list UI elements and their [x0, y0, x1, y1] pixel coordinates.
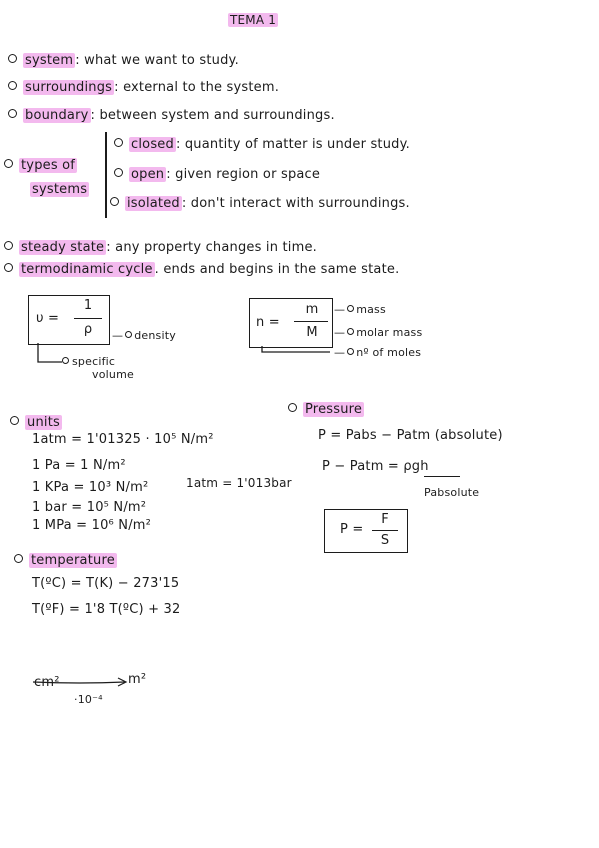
specific-text: specific: [72, 355, 116, 368]
units-heading-text: units: [27, 415, 60, 430]
volume-numerator: 1: [83, 298, 93, 313]
desc: : between system and surroundings.: [90, 108, 335, 123]
temperature-line2: T(ºF) = 1'8 T(ºC) + 32: [32, 602, 181, 617]
moles-label: — nº of moles: [334, 346, 422, 359]
types-label-line2: systems: [32, 182, 88, 197]
pressure-numerator: F: [381, 512, 389, 527]
title-text: TEMA 1: [230, 13, 277, 27]
unit-line: 1atm = 1'01325 · 10⁵ N/m²: [32, 432, 214, 447]
mass-text: mass: [356, 303, 386, 316]
desc: : what we want to study.: [75, 53, 239, 68]
desc: : given region or space: [166, 167, 321, 182]
moles-lhs: n =: [256, 315, 280, 330]
desc: : any property changes in time.: [106, 240, 318, 255]
term: termodinamic cycle: [21, 262, 153, 277]
temperature-heading: [14, 553, 117, 569]
term: open: [131, 167, 165, 182]
pressure-formula-lhs: P =: [340, 522, 364, 537]
mass-label: — mass: [334, 303, 386, 316]
bullet-icon: [288, 403, 297, 412]
term: steady state: [21, 240, 105, 255]
bullet-icon: [10, 416, 19, 425]
units-heading: [10, 415, 62, 431]
unit-line: 1 bar = 10⁵ N/m²: [32, 500, 147, 515]
unit-line: 1 KPa = 10³ N/m²: [32, 480, 149, 495]
term: boundary: [25, 108, 89, 123]
pabs-label: Pabsolute: [424, 486, 480, 499]
moles-numerator: m: [305, 302, 319, 317]
desc: : quantity of matter is under study.: [175, 137, 410, 152]
types-label-line1: types of: [21, 158, 76, 173]
conversion-from: cm²: [34, 675, 60, 690]
term: surroundings: [25, 80, 113, 95]
pressure-line2: P − Patm = ρgh: [322, 459, 429, 474]
unit-line: 1 Pa = 1 N/m²: [32, 458, 126, 473]
temperature-heading-text: temperature: [31, 553, 115, 568]
fraction-line: [372, 530, 398, 531]
density-label: — density: [112, 329, 176, 342]
molar-mass-label: — molar mass: [334, 326, 423, 339]
term: system: [25, 53, 74, 68]
desc: : don't interact with surroundings.: [181, 196, 410, 211]
pressure-heading: [288, 402, 364, 418]
desc: : external to the system.: [114, 80, 280, 95]
density-text: density: [134, 329, 176, 342]
volume-text: volume: [92, 368, 134, 381]
molar-mass-text: molar mass: [356, 326, 423, 339]
volume-lhs: υ =: [36, 311, 60, 326]
term: isolated: [127, 196, 180, 211]
conversion-to: m²: [128, 672, 147, 687]
conversion-factor: ·10⁻⁴: [74, 693, 103, 706]
volume-denominator: ρ: [83, 322, 93, 337]
moles-text: nº of moles: [356, 346, 422, 359]
pressure-denominator: S: [380, 533, 390, 548]
atm-bar-conversion: 1atm = 1'013bar: [186, 476, 292, 490]
pressure-heading-text: Pressure: [305, 402, 363, 417]
desc: . ends and begins in the same state.: [154, 262, 400, 277]
bullet-icon: [14, 554, 23, 563]
pressure-line1: P = Pabs − Patm (absolute): [318, 428, 503, 443]
underline: [424, 476, 460, 477]
term: closed: [131, 137, 174, 152]
temperature-line1: T(ºC) = T(K) − 273'15: [32, 576, 180, 591]
unit-line: 1 MPa = 10⁶ N/m²: [32, 518, 152, 533]
moles-denominator: M: [306, 325, 318, 340]
